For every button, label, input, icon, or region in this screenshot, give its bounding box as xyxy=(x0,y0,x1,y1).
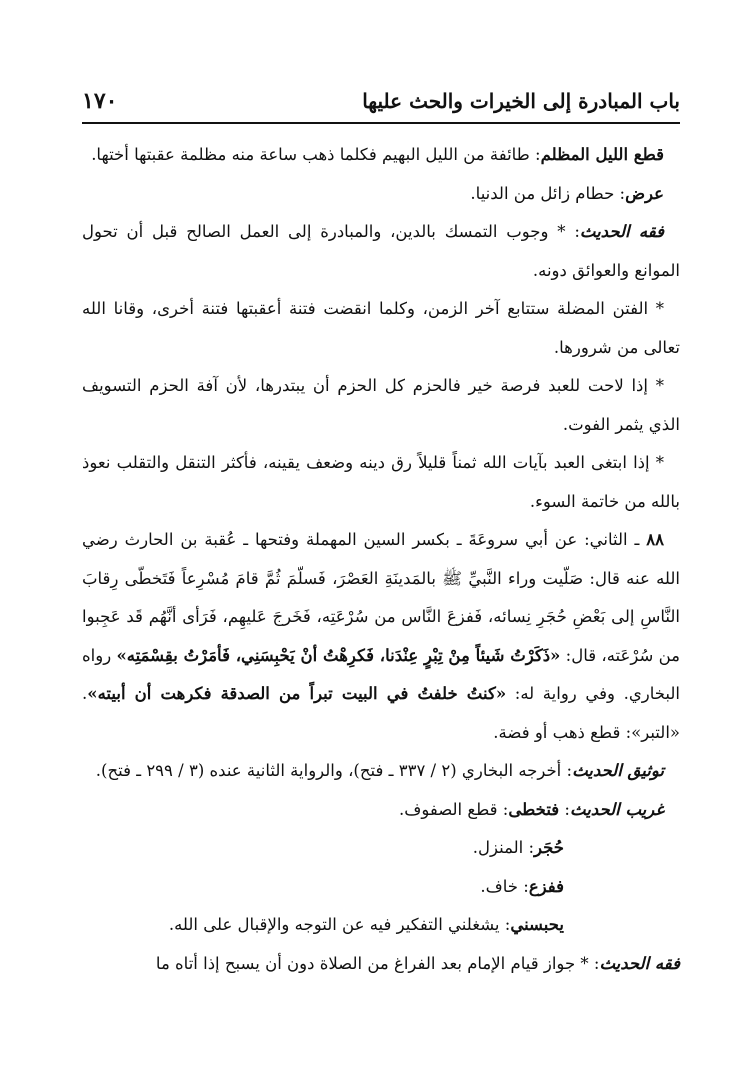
gharib-line: غريب الحديث: فتخطى: قطع الصفوف. xyxy=(398,799,664,819)
gharib-def: : يشغلني التفكير فيه عن التوجه والإقبال على الله. xyxy=(168,915,511,934)
gloss-text: : طائفة من الليل البهيم فكلما ذهب ساعة منه مظلمة عقبتها أختها. xyxy=(91,145,541,164)
fiqh-point: * الفتن المضلة ستتابع آخر الزمن، وكلما انقضت فتنة أعقبتها فتنة أخرى، وقانا الله تعالى من شرورها. xyxy=(82,299,680,357)
hadith-text: . «التبر»: قطع ذهب أو فضة. xyxy=(82,684,680,742)
gloss-line-2 xyxy=(82,175,680,214)
gharib-def: : خاف. xyxy=(480,876,529,896)
gloss-text: : حطام زائل من الدنيا. xyxy=(470,183,626,203)
section-heading: فقه الحديث xyxy=(579,222,664,241)
gharib-word: فتخطى xyxy=(508,799,560,819)
hadith-text: ـ الثاني: عن أبي سروعَةَ ـ بكسر السين المهملة وفتحها ـ عُقبة بن الحارث رضي الله عنه قال: صَلّيت وراء النَّبيِّ ﷺ بالمَدينَةِ العَصْرَ، فَسلّمَ ثُمَّ قامَ مُسْرِعاً فَتَخطّى رِقابَ النَّاسِ إلى بَعْضِ حُجَرِ نِسائه، فَفزعَ النَّاس من سُرْعَتِه، فَخَرجَ عَليهِم، فَرَأى أنَّهُم قَد عَجِبوا من سُرْعَته، قال: xyxy=(82,530,680,665)
fiqh-paragraph-2 xyxy=(82,945,680,984)
page-header xyxy=(82,84,680,118)
hadith-quote: «كنتُ خلفتُ في البيت تبراً من الصدقة فكرهت أن أبيته» xyxy=(87,684,507,703)
gharib-line xyxy=(82,906,680,945)
fiqh-text: : * وجوب التمسك بالدين، والمبادرة إلى العمل الصالح قبل أن تحول الموانع والعوائق دونه. xyxy=(82,222,680,280)
gharib-word: ففزع xyxy=(528,876,564,896)
fiqh-text: : * جواز قيام الإمام بعد الفراغ من الصلاة دون أن يسبح إذا أتاه ما xyxy=(155,953,600,973)
tawthiq-text: : أخرجه البخاري (٢ / ٣٣٧ ـ فتح)، والرواية الثانية عنده (٣ / ٢٩٩ ـ فتح). xyxy=(95,761,573,780)
hadith-paragraph xyxy=(82,521,680,752)
tawthiq-paragraph xyxy=(82,752,680,791)
gloss-term: قطع الليل المظلم xyxy=(540,145,664,164)
page-body xyxy=(82,136,680,983)
gharib-def: : قطع الصفوف. xyxy=(398,799,509,819)
header-rule xyxy=(82,122,680,124)
gloss-term: عرض xyxy=(625,183,664,203)
gharib-line xyxy=(82,829,680,868)
fiqh-paragraph xyxy=(82,213,680,290)
gharib-word: يحبسني xyxy=(510,915,564,934)
running-title: باب المبادرة إلى الخيرات والحث عليها xyxy=(362,89,680,113)
hadith-number: ٨٨ xyxy=(646,530,665,549)
section-heading: توثيق الحديث xyxy=(572,761,664,780)
section-heading: غريب الحديث xyxy=(570,799,664,819)
gharib-def: : المنزل. xyxy=(472,838,535,857)
gharib-word: حُجَر xyxy=(534,838,564,857)
gloss-line-1 xyxy=(82,136,680,175)
hadith-text: رواه البخاري. وفي رواية له: xyxy=(82,645,680,703)
gharib-line xyxy=(82,868,680,907)
page-number: ١٧٠ xyxy=(82,88,118,114)
section-heading: فقه الحديث xyxy=(599,953,680,973)
fiqh-point: * إذا لاحت للعبد فرصة خير فالحزم كل الحزم أن يبتدرها، لأن آفة الحزم التسويف الذي يثمر الفوت. xyxy=(82,376,680,434)
hadith-quote: «ذَكَرْتُ شَيئاً مِنْ تِبْرٍ عِنْدَنا، فَكرِهْتُ أنْ يَحْبِسَنِي، فَأمَرْتُ بقِسْمَتِه» xyxy=(116,645,561,665)
fiqh-point: * إذا ابتغى العبد بآيات الله ثمناً قليلاً رق دينه وضعف يقينه، فأكثر التنقل والتقلب نعوذ بالله من خاتمة السوء. xyxy=(82,453,680,511)
